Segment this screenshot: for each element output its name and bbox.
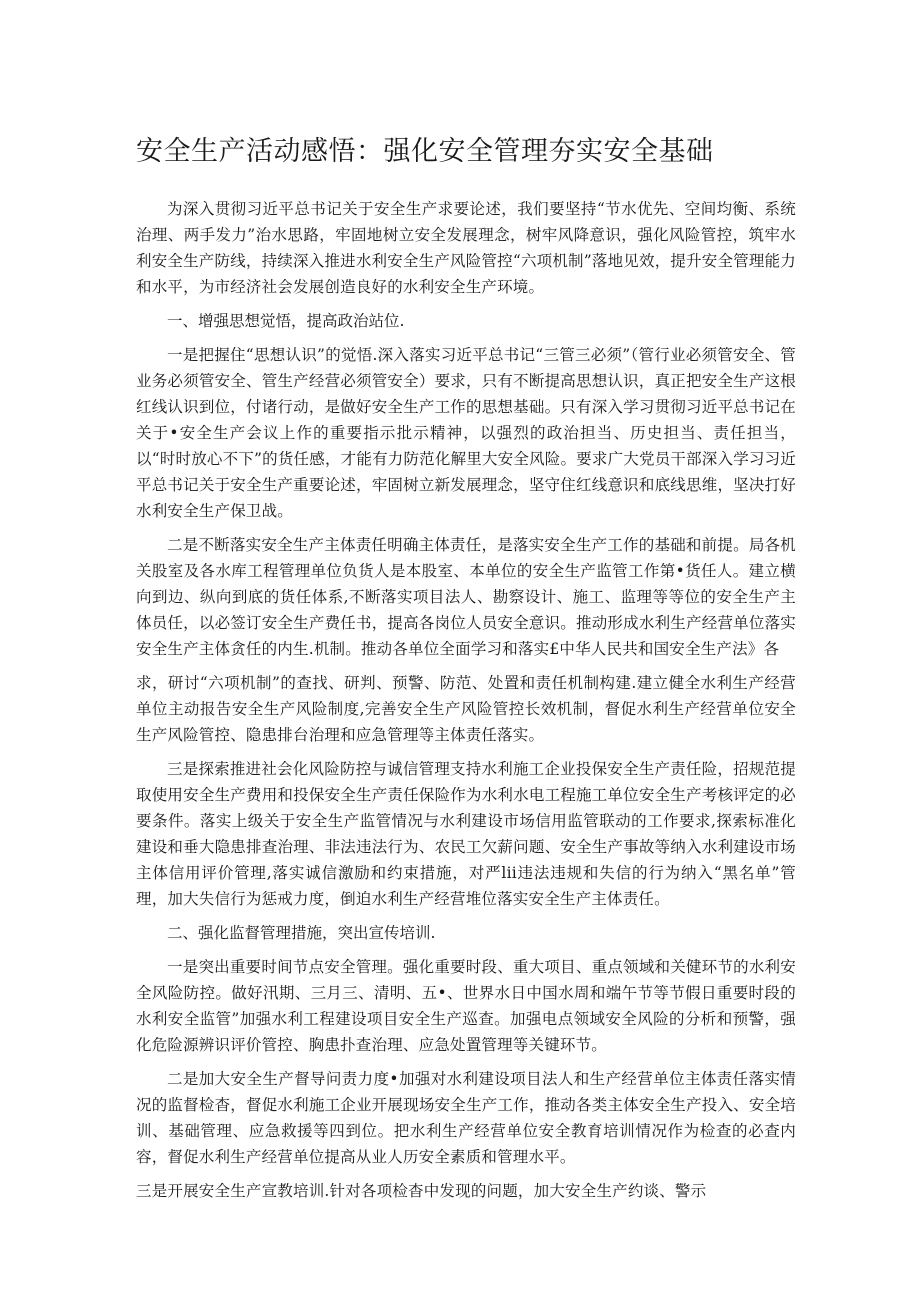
paragraph-2-1: 一是突出重要时间节点安全管理。强化重要时段、重大项目、重点领域和关健环节的水利安全风险防控。做好汛期、三月三、清明、五•、世界水日中国水周和端午节等节假日重要时段的水利安全监管”加强水利工程建设项目安全生产巡查。加强电点领域安全风险的分析和预警，强化危险源辨识评价管控、胸患扑查治理、应急处置管理等关键环节。 [136, 958, 796, 1054]
paragraph-1-2-continued: 求，研讨“六项机制”的查找、研判、预警、防范、处置和责任机制构建.建立健全水利生产经营单位主动报告安全生产风险制度,完善安全生产风险管控长效机制，督促水利生产经营单位安全生产风险管控、隐患排台治理和应急管理等主体责任落实。 [136, 674, 796, 744]
paragraph-1-2: 二是不断落实安全生产主体责任明确主体责任，是落实安全生产工作的基础和前提。局各机关股室及各水库工程管理单位负货人是本股室、本单位的安全生产监管工作第•货任人。建立横向到边、纵向到底的货任体系,不断落实项目法人、勘察设计、施工、监理等等位的安全生产主体员任，以必签订安全生产费任书，提高各岗位人员安全意识。推动形成水利生产经营单位落实安全生产主体贪任的内生.机制。推动各单位全面学习和落实£中华人民共和国安全生产法》各 [136, 536, 796, 658]
paragraph-1-1: 一是把握住“思想认识”的觉悟.深入落实习近平总书记“三管三必须”（管行业必须管安全、管业务必须管安全、管生产经营必须管安全）要求，只有不断提高思想认识，真正把安全生产这根红线认识到位，付诸行动，是做好安全生产工作的思想基础。只有深入学习贯彻习近平总书记在关于•安全生产会议上作的重要指示批示精神，以强烈的政治担当、历史担当、责任担当，以“时时放心不下”的货任感，才能有力防范化解里大安全风险。要求广大党员干部深入学习习近平总书记关于安全生产重要论述，牢固树立新发展理念，坚守住红线意识和底线思维，坚决打好水利安全生产保卫战。 [136, 346, 796, 520]
paragraph-2-2: 二是加大安全生产督导问责力度•加强对水利建设项目法人和生产经营单位主体责任落实情况的监督检杳，督促水利施工企业开展现场安全生产工作，推动各类主体安全生产投入、安全培训、基础管理、应急救援等四到位。把水利生产经营单位安全教育培训情况作为检查的必查内容，督促水利生产经营单位提高从业人历安全素质和管理水平。 [136, 1070, 796, 1166]
section-heading-1: 一、增强思想觉悟，提高政治站位. [167, 312, 405, 330]
paragraph-intro: 为深入贯彻习近平总书记关于安全生产求要论述，我们要坚持“节水优先、空间均衡、系统治理、两手发力”治水思路，牢固地树立安全发展理念，树牢风降意识，强化风险管控，筑牢水利安全生产防线，持续深入推进水利安全生产风险管控“六项机制”落地见效，提升安全管理能力和水平，为市经济社会发展创造良好的水利安全生产环境。 [136, 200, 796, 296]
document-page [136, 120, 796, 1212]
paragraph-2-3: 三是开展安全生产宣教培训.针对各项检杳中发现的问题，加大安全生产约谈、警示 [136, 1182, 707, 1200]
document-title: 安全生产活动感悟：强化安全管理夯实安全基础 [136, 136, 714, 167]
section-heading-2: 二、强化监督管理措施，突出宣传培训. [167, 924, 436, 942]
paragraph-1-3: 三是探索推进社会化风险防控与诚信管理支持水利施工企业投保安全生产责任险，招规范提取使用安全生产费用和投保安全生产责任保险作为水利水电工程施工单位安全生产考核评定的必要条件。落实上级关于安全生产监管情况与水利建设市场信用监管联动的工作要求,探索标准化建设和垂大隐患排查治理、非法违法行为、农民工欠薪问题、安全生产事故等纳入水利建设市场主体信用评价管理,落实诚信激励和约束措施，对严lii违法违规和失信的行为纳入“黑名单”管理，加大失信行为惩戒力度，倒迫水利生产经营堆位落实安全生产主体责任。 [136, 760, 796, 908]
